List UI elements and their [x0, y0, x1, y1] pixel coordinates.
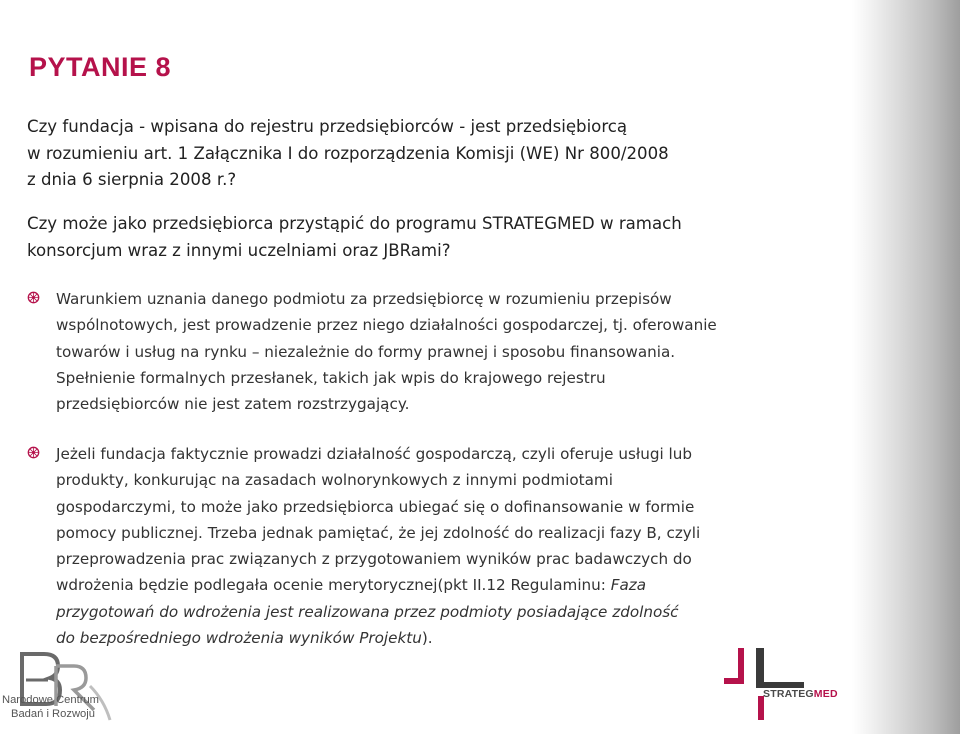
strategmed-cross-icon [724, 646, 856, 720]
bullet-line: wdrożenia będzie podlegała ocenie merytorycznej(pkt II.12 Regulaminu: [56, 576, 611, 595]
question-line: w rozumieniu art. 1 Załącznika I do rozporządzenia Komisji (WE) Nr 800/2008 [27, 143, 669, 163]
ncbr-logo [0, 650, 120, 734]
italic-quote: do bezpośredniego wdrożenia wyników Projektu [56, 629, 422, 648]
bullet-text [56, 286, 816, 417]
bullet-line: przeprowadzenia prac związanych z przygotowaniem wyników prac badawczych do [56, 550, 692, 569]
question-line: z dnia 6 sierpnia 2008 r.? [27, 170, 237, 189]
wheel-bullet-icon [27, 446, 40, 459]
bullet-line: przedsiębiorców nie jest zatem rozstrzygający. [56, 395, 410, 414]
question-line: konsorcjum wraz z innymi uczelniami oraz JBRami? [27, 240, 451, 260]
page-title: PYTANIE 8 [29, 52, 172, 82]
bullet-line: Jeżeli fundacja faktycznie prowadzi działalność gospodarczą, czyli oferuje usługi lub [56, 445, 692, 463]
question-line: Czy może jako przedsiębiorca przystąpić do programu STRATEGMED w ramach [27, 214, 682, 233]
wheel-bullet-icon [27, 291, 40, 304]
decorative-side-band [852, 0, 960, 734]
bullet-line: pomocy publicznej. Trzeba jednak pamiętać, że jej zdolność do realizacji fazy B, czyli [56, 523, 701, 542]
bullet-line: towarów i usług na rynku – niezależnie do formy prawnej i sposobu finansowania. [56, 342, 676, 361]
bullet-text [56, 441, 816, 651]
strategmed-text-part1: STRATEG [763, 688, 814, 700]
ncbr-name-line-2: Badań i Rozwoju [11, 708, 95, 720]
italic-quote: Faza [610, 576, 647, 595]
strategmed-wordmark [763, 688, 838, 700]
strategmed-logo [724, 646, 856, 720]
bullet-line: Spełnienie formalnych przesłanek, takich jak wpis do krajowego rejestru [56, 368, 606, 387]
bullet-line-end: ). [421, 629, 433, 648]
question-paragraph-1 [27, 114, 827, 194]
italic-quote: przygotowań do wdrożenia jest realizowana przez podmioty posiadające zdolność [56, 602, 679, 621]
bullet-line: Warunkiem uznania danego podmiotu za przedsiębiorcę w rozumieniu przepisów [56, 290, 672, 308]
question-line: Czy fundacja - wpisana do rejestru przedsiębiorców - jest przedsiębiorcą [27, 117, 628, 136]
bullet-line: wspólnotowych, jest prowadzenie przez niego działalności gospodarczej, tj. oferowanie [56, 316, 717, 335]
question-paragraph-2 [27, 211, 827, 264]
bullet-line: gospodarczymi, to może jako przedsiębiorca ubiegać się o dofinansowanie w formie [56, 497, 695, 516]
strategmed-text-part2: MED [813, 688, 838, 700]
ncbr-name-line-1: Narodowe Centrum [2, 694, 100, 706]
bullet-line: produkty, konkurując na zasadach wolnorynkowych z innymi podmiotami [56, 471, 613, 490]
